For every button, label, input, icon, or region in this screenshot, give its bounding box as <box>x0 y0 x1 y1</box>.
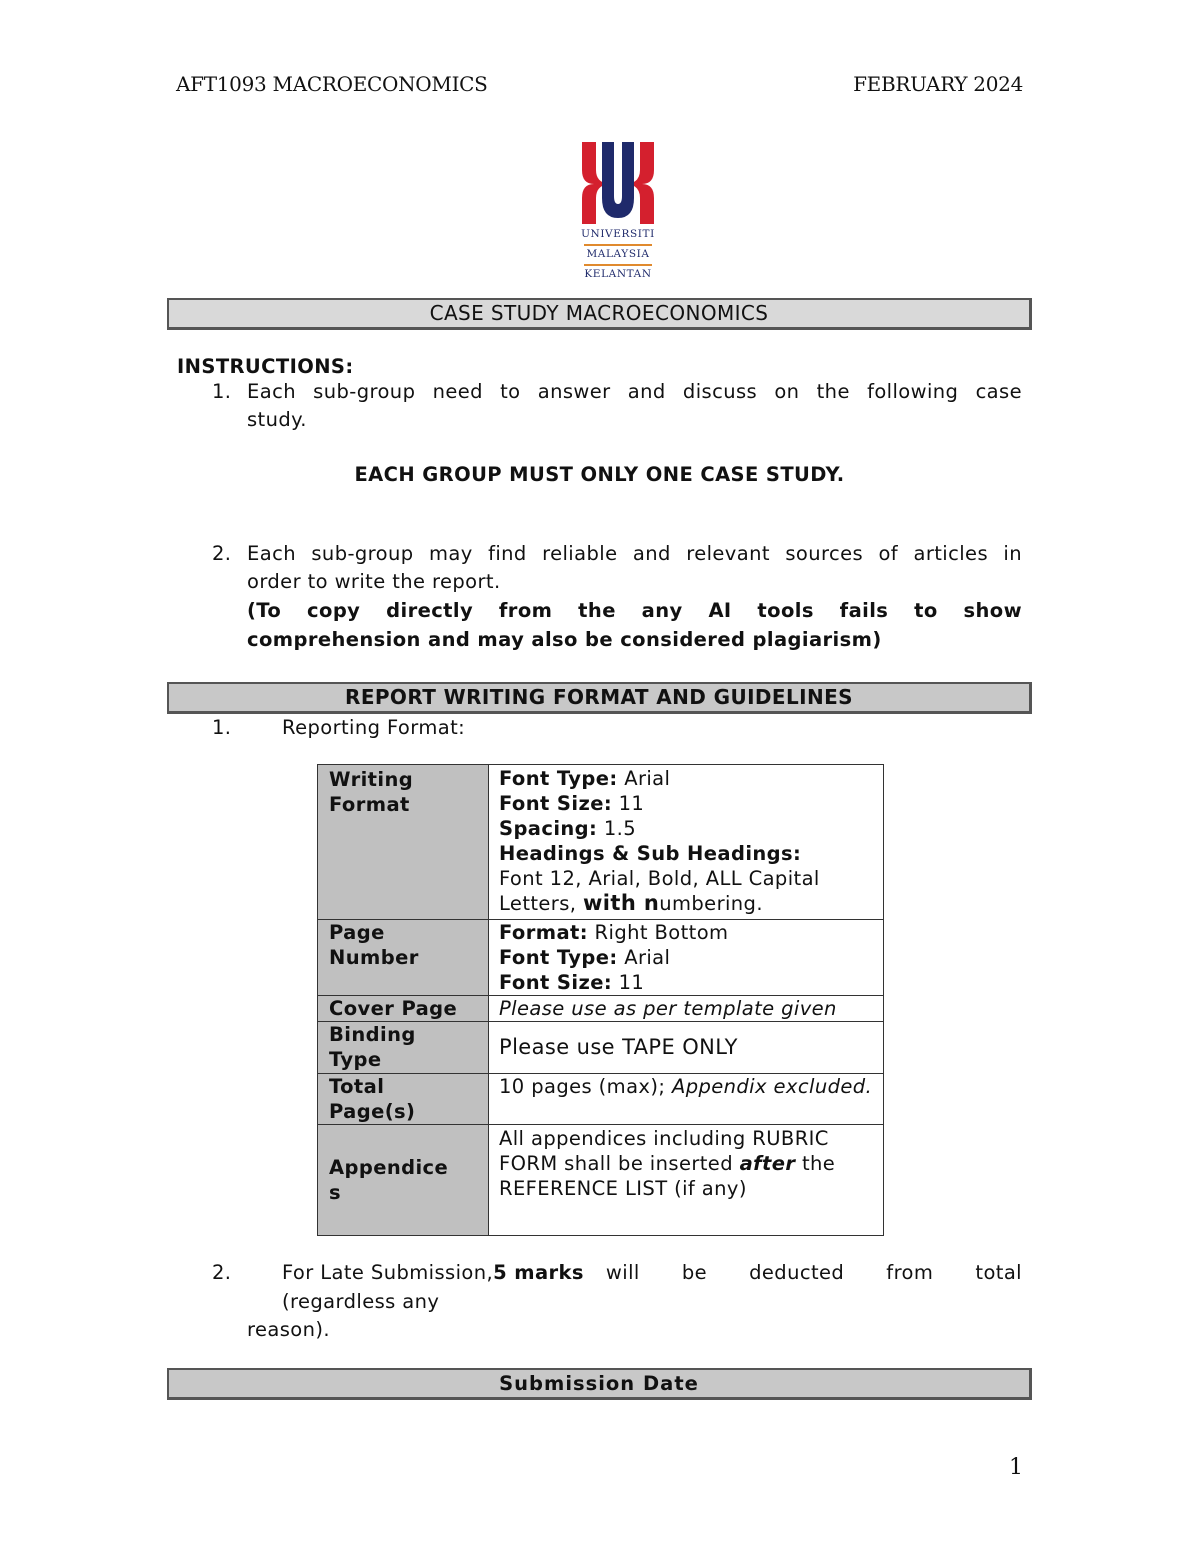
page-number: 1 <box>1009 1455 1023 1480</box>
total-pages-label: Total Page(s) <box>318 1074 489 1125</box>
writing-format-label: Writing Format <box>318 765 489 920</box>
guideline-2-line1: For Late Submission, 5 marks will be deducted from total <box>282 1261 1022 1284</box>
table-row-appendices <box>318 1125 884 1236</box>
instruction-2-note-line1: (To copy directly from the any AI tools fails to show <box>247 599 1022 622</box>
university-logo <box>578 138 658 282</box>
logo-rule <box>584 264 652 266</box>
appendices-value: All appendices including RUBRIC FORM shall be inserted after the REFERENCE LIST (if any) <box>489 1125 884 1236</box>
appendices-label: Appendice s <box>318 1125 489 1236</box>
table-row-binding-type <box>318 1022 884 1074</box>
reporting-format-table <box>317 764 884 1236</box>
cover-page-label: Cover Page <box>318 996 489 1022</box>
instruction-emphasis: EACH GROUP MUST ONLY ONE CASE STUDY. <box>354 463 845 486</box>
header-course: AFT1093 MACROECONOMICS <box>176 72 488 96</box>
writing-format-value: Font Type: Arial Font Size: 11 Spacing: 1.5 Headings & Sub Headings: Font 12, Arial, Bold, ALL Capital Letters, with numbering. <box>489 765 884 920</box>
instruction-1-number: 1. <box>212 380 232 403</box>
table-row-writing-format <box>318 765 884 920</box>
instructions-heading: INSTRUCTIONS: <box>177 355 354 378</box>
table-row-cover-page <box>318 996 884 1022</box>
guidelines-banner <box>167 682 1032 714</box>
instruction-1-line2: study. <box>247 408 307 431</box>
instruction-2-line1: Each sub-group may find reliable and relevant sources of articles in <box>247 542 1022 565</box>
table-row-total-pages <box>318 1074 884 1125</box>
guideline-2-line3: reason). <box>247 1318 330 1341</box>
title-banner <box>167 298 1032 330</box>
page-number-value: Format: Right Bottom Font Type: Arial Font Size: 11 <box>489 920 884 996</box>
logo-text-malaysia: MALAYSIA <box>586 248 650 260</box>
guideline-2-line2: (regardless any <box>282 1290 440 1313</box>
guideline-1-label: Reporting Format: <box>282 716 466 739</box>
table-row-page-number <box>318 920 884 996</box>
instruction-2-line2: order to write the report. <box>247 570 501 593</box>
instruction-1-line1: Each sub-group need to answer and discuss on the following case <box>247 380 1022 403</box>
logo-mark <box>578 138 658 228</box>
guideline-1-number: 1. <box>212 716 232 739</box>
document-title: CASE STUDY MACROECONOMICS <box>429 301 769 325</box>
submission-banner <box>167 1368 1032 1400</box>
logo-text-kelantan: KELANTAN <box>584 268 652 280</box>
total-pages-value: 10 pages (max); Appendix excluded. <box>489 1074 884 1125</box>
submission-heading: Submission Date <box>499 1372 699 1395</box>
guidelines-heading: REPORT WRITING FORMAT AND GUIDELINES <box>345 685 853 709</box>
page-number-label: Page Number <box>318 920 489 996</box>
cover-page-value: Please use as per template given <box>489 996 884 1022</box>
logo-text-universiti: UNIVERSITI <box>581 228 655 240</box>
instruction-2-number: 2. <box>212 542 232 565</box>
binding-type-label: Binding Type <box>318 1022 489 1074</box>
guideline-2-number: 2. <box>212 1261 232 1284</box>
instruction-2-note-line2: comprehension and may also be considered plagiarism) <box>247 628 882 651</box>
header-date: FEBRUARY 2024 <box>853 72 1023 96</box>
logo-rule <box>584 244 652 246</box>
binding-type-value: Please use TAPE ONLY <box>489 1022 884 1074</box>
